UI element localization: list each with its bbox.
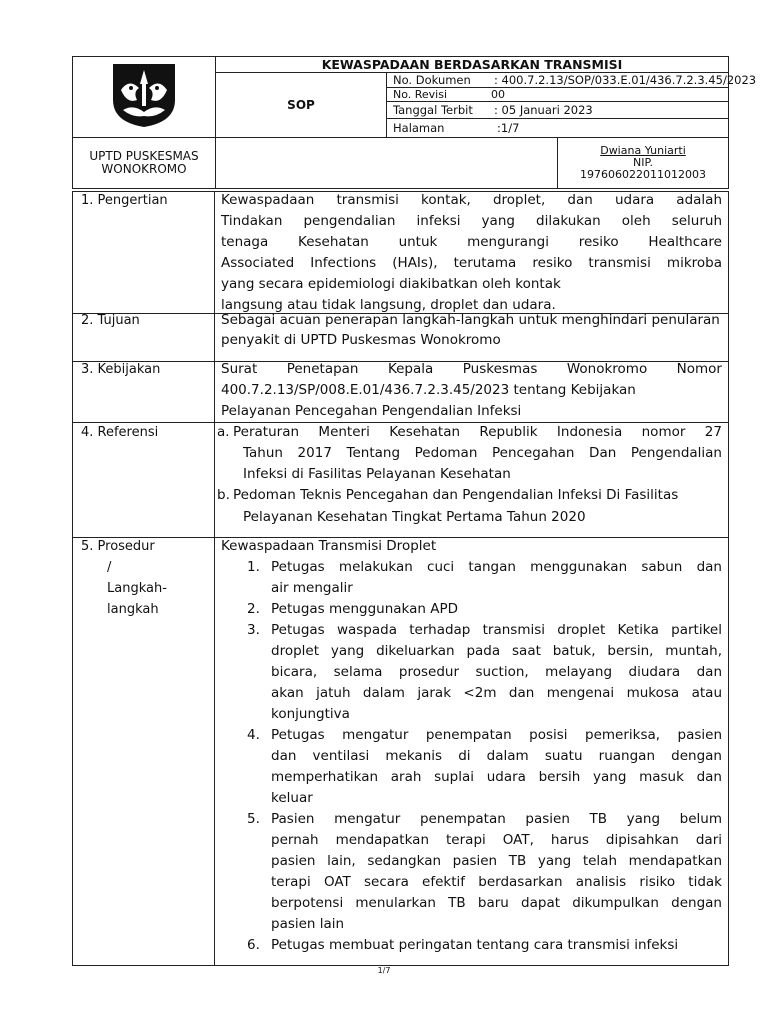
step-number: 6. <box>247 937 260 953</box>
revision-row <box>387 88 729 102</box>
text-line: pasien lain <box>271 916 345 932</box>
unit-name <box>73 138 216 189</box>
doc-number-value: : 400.7.2.13/SOP/033.E.01/436.7.2.3.45/2023 <box>494 73 757 87</box>
issue-date-value: : 05 Januari 2023 <box>494 103 593 117</box>
list-item <box>217 488 722 524</box>
step-number: 1. <box>247 559 260 575</box>
page-value: :1/7 <box>497 121 520 135</box>
signatory-nip-label: NIP. <box>633 156 653 169</box>
logo-cell <box>73 57 216 138</box>
text-line: Petugas waspada terhadap transmisi droplet Ketika partikel <box>271 622 722 638</box>
text-line: terapi OAT secara efektif berdasarkan analisis risiko tidak <box>271 874 722 890</box>
text-line: bicara, selama prosedur suction, melayang diudara dan <box>271 664 722 680</box>
text-line: Pasien mengatur penempatan pasien TB yang belum <box>271 811 722 827</box>
list-marker: a. <box>217 424 230 440</box>
step-number: 3. <box>247 622 260 638</box>
text-line: akan jatuh dalam jarak <2m dan mengenai mukosa atau <box>271 685 722 701</box>
revision-value: 00 <box>491 88 505 101</box>
text-line: pasien lain, sedangkan pasien TB yang telah mendapatkan <box>271 853 722 869</box>
list-item <box>221 725 722 809</box>
column-divider <box>214 192 215 965</box>
sop-label: SOP <box>216 73 387 138</box>
text-line: Petugas mengatur penempatan posisi pemeriksa, pasien <box>271 727 722 743</box>
step-number: 4. <box>247 727 260 743</box>
doc-number-label: No. Dokumen <box>393 73 471 87</box>
signatory-cell <box>558 138 729 189</box>
text-line: Pelayanan Pencegahan Pengendalian Infeksi <box>221 403 522 419</box>
page-row <box>387 119 729 138</box>
label-line: / <box>107 560 112 575</box>
text-line: berpotensi menularkan TB baru dapat dikumpulkan dengan <box>271 895 722 911</box>
text-line: Tahun 2017 Tentang Pedoman Pencegahan Dan Pengendalian <box>243 445 722 461</box>
text-line: air mengalir <box>271 580 353 596</box>
section-label-referensi: 4. Referensi <box>81 425 159 440</box>
text-line: Pedoman Teknis Pencegahan dan Pengendalian Infeksi Di Fasilitas <box>233 487 679 503</box>
text-line: Kewaspadaan transmisi kontak, droplet, dan udara adalah <box>221 192 722 208</box>
text-line: droplet yang dikeluarkan pada saat batuk, bersin, muntah, <box>271 643 722 659</box>
page-number: 1/7 <box>377 966 391 975</box>
text-line: memperhatikan arah suplai udara bersih yang masuk dan <box>271 769 722 785</box>
issue-date-row <box>387 102 729 119</box>
text-line: tenaga Kesehatan untuk mengurangi resiko Healthcare <box>221 234 722 250</box>
signatory-name: Dwiana Yuniarti <box>600 144 686 157</box>
list-item <box>221 620 722 725</box>
label-line: langkah <box>107 602 159 617</box>
list-item <box>221 809 722 935</box>
text-line: langsung atau tidak langsung, droplet dan udara. <box>221 297 556 313</box>
text-line: Surat Penetapan Kepala Puskesmas Wonokromo Nomor <box>221 361 722 377</box>
sop-content-table <box>72 191 729 966</box>
text-line: konjungtiva <box>271 706 350 722</box>
revision-label: No. Revisi <box>393 88 448 101</box>
text-line: dan ventilasi mekanis di dalam suatu ruangan dengan <box>271 748 722 764</box>
section-label-pengertian: 1. Pengertian <box>81 193 168 208</box>
step-number: 2. <box>247 601 260 617</box>
text-line: penyakit di UPTD Puskesmas Wonokromo <box>221 332 501 348</box>
signatory-nip: 197606022011012003 <box>580 168 706 181</box>
text-line: Petugas menggunakan APD <box>271 601 458 617</box>
procedure-subtitle: Kewaspadaan Transmisi Droplet <box>221 538 437 554</box>
text-line: Sebagai acuan penerapan langkah-langkah untuk menghindari penularan <box>221 312 720 328</box>
section-body-prosedur <box>221 536 722 956</box>
label-line: Langkah- <box>107 581 167 596</box>
reference-list <box>217 422 722 524</box>
sop-header-table <box>72 56 757 189</box>
text-line: pernah mendapatkan terapi OAT, harus dipisahkan dari <box>271 832 722 848</box>
page-label: Halaman <box>393 121 445 135</box>
procedure-steps <box>221 557 722 956</box>
text-line: 400.7.2.13/SP/008.E.01/436.7.2.3.45/2023 tentang Kebijakan <box>221 382 636 398</box>
text-line: Pelayanan Kesehatan Tingkat Pertama Tahun 2020 <box>243 509 586 525</box>
text-line: yang secara epidemiologi diakibatkan oleh kontak <box>221 276 561 292</box>
list-item <box>221 557 722 599</box>
list-item <box>217 422 722 485</box>
text-line: Petugas melakukan cuci tangan menggunakan sabun dan <box>271 559 722 575</box>
section-body-kebijakan <box>221 359 722 422</box>
text-line: Petugas membuat peringatan tentang cara transmisi infeksi <box>271 937 679 953</box>
blank-cell <box>216 138 558 189</box>
issue-date-label: Tanggal Terbit <box>393 103 473 117</box>
doc-number-row <box>387 73 757 88</box>
step-number: 5. <box>247 811 260 827</box>
text-line: Peraturan Menteri Kesehatan Republik Indonesia nomor 27 <box>233 424 722 440</box>
text-line: Tindakan pengendalian infeksi yang dilakukan oleh seluruh <box>221 213 722 229</box>
document-title: KEWASPADAAN BERDASARKAN TRANSMISI <box>216 57 729 73</box>
text-line: Infeksi di Fasilitas Pelayanan Kesehatan <box>243 466 511 482</box>
unit-line1: UPTD PUSKESMAS <box>89 149 199 163</box>
section-label-kebijakan: 3. Kebijakan <box>81 362 161 377</box>
text-line: keluar <box>271 790 313 806</box>
list-marker: b. <box>217 487 230 503</box>
list-item <box>221 599 722 620</box>
unit-line2: WONOKROMO <box>101 162 187 176</box>
label-line: 5. Prosedur <box>81 539 155 554</box>
section-body-pengertian <box>221 190 722 316</box>
city-emblem-icon <box>107 60 181 130</box>
text-line: Associated Infections (HAIs), terutama resiko transmisi mikroba <box>221 255 722 271</box>
list-item <box>221 935 722 956</box>
section-label-tujuan: 2. Tujuan <box>81 313 140 328</box>
section-body-tujuan <box>221 313 722 347</box>
section-label-prosedur <box>81 536 167 620</box>
